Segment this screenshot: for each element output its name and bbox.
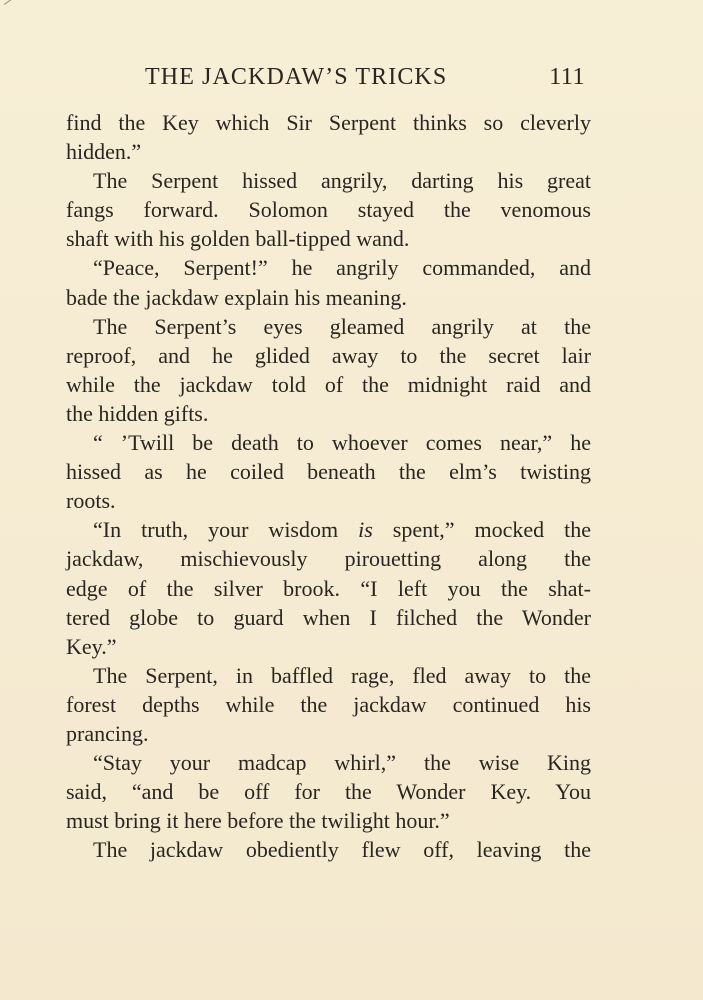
text-line: “Peace, Serpent!” he angrily commanded, and	[93, 255, 591, 281]
text-line: The Serpent, in baffled rage, fled away to the	[93, 662, 591, 688]
text-segment: spent,” mocked the	[372, 517, 591, 543]
body-text	[66, 108, 591, 864]
text-segment: “In truth, your wisdom	[93, 517, 359, 543]
text-line: forest depths while the jackdaw continued his	[66, 691, 591, 717]
text-line: said, “and be off for the Wonder Key. You	[66, 779, 591, 805]
text-line: shaft with his golden ball-tipped wand.	[66, 226, 410, 252]
text-line: The Serpent hissed angrily, darting his great	[93, 168, 591, 194]
text-line: The jackdaw obediently flew off, leaving the	[93, 837, 591, 863]
text-line: the hidden gifts.	[66, 400, 209, 426]
text-line: must bring it here before the twilight hour.”	[66, 808, 450, 834]
text-line: find the Key which Sir Serpent thinks so cleverly	[66, 110, 591, 135]
text-line: The Serpent’s eyes gleamed angrily at the	[93, 313, 591, 339]
running-head: THE JACKDAW’S TRICKS	[145, 64, 448, 90]
italic-word: is	[358, 517, 373, 543]
text-line: fangs forward. Solomon stayed the venomous	[66, 197, 591, 223]
text-line: “ ’Twill be death to whoever comes near,” he	[93, 430, 591, 456]
corner-scan-mark	[4, 0, 25, 13]
text-line: hissed as he coiled beneath the elm’s twisting	[66, 459, 591, 485]
text-line: while the jackdaw told of the midnight raid and	[66, 371, 591, 397]
text-line: “Stay your madcap whirl,” the wise King	[93, 750, 591, 776]
text-line: hidden.”	[66, 139, 142, 165]
text-line: edge of the silver brook. “I left you the shat-	[66, 575, 591, 601]
page-header	[145, 61, 585, 93]
text-line-with-italic	[66, 515, 591, 544]
text-line: prancing.	[66, 720, 149, 746]
page-number: 111	[549, 64, 585, 90]
text-line: Key.”	[66, 633, 117, 659]
text-line: bade the jackdaw explain his meaning.	[66, 284, 407, 310]
text-line: roots.	[66, 488, 116, 514]
text-line: tered globe to guard when I filched the Wonder	[66, 604, 591, 630]
text-line: jackdaw, mischievously pirouetting along the	[66, 546, 591, 572]
text-line: reproof, and he glided away to the secret lair	[66, 342, 591, 368]
